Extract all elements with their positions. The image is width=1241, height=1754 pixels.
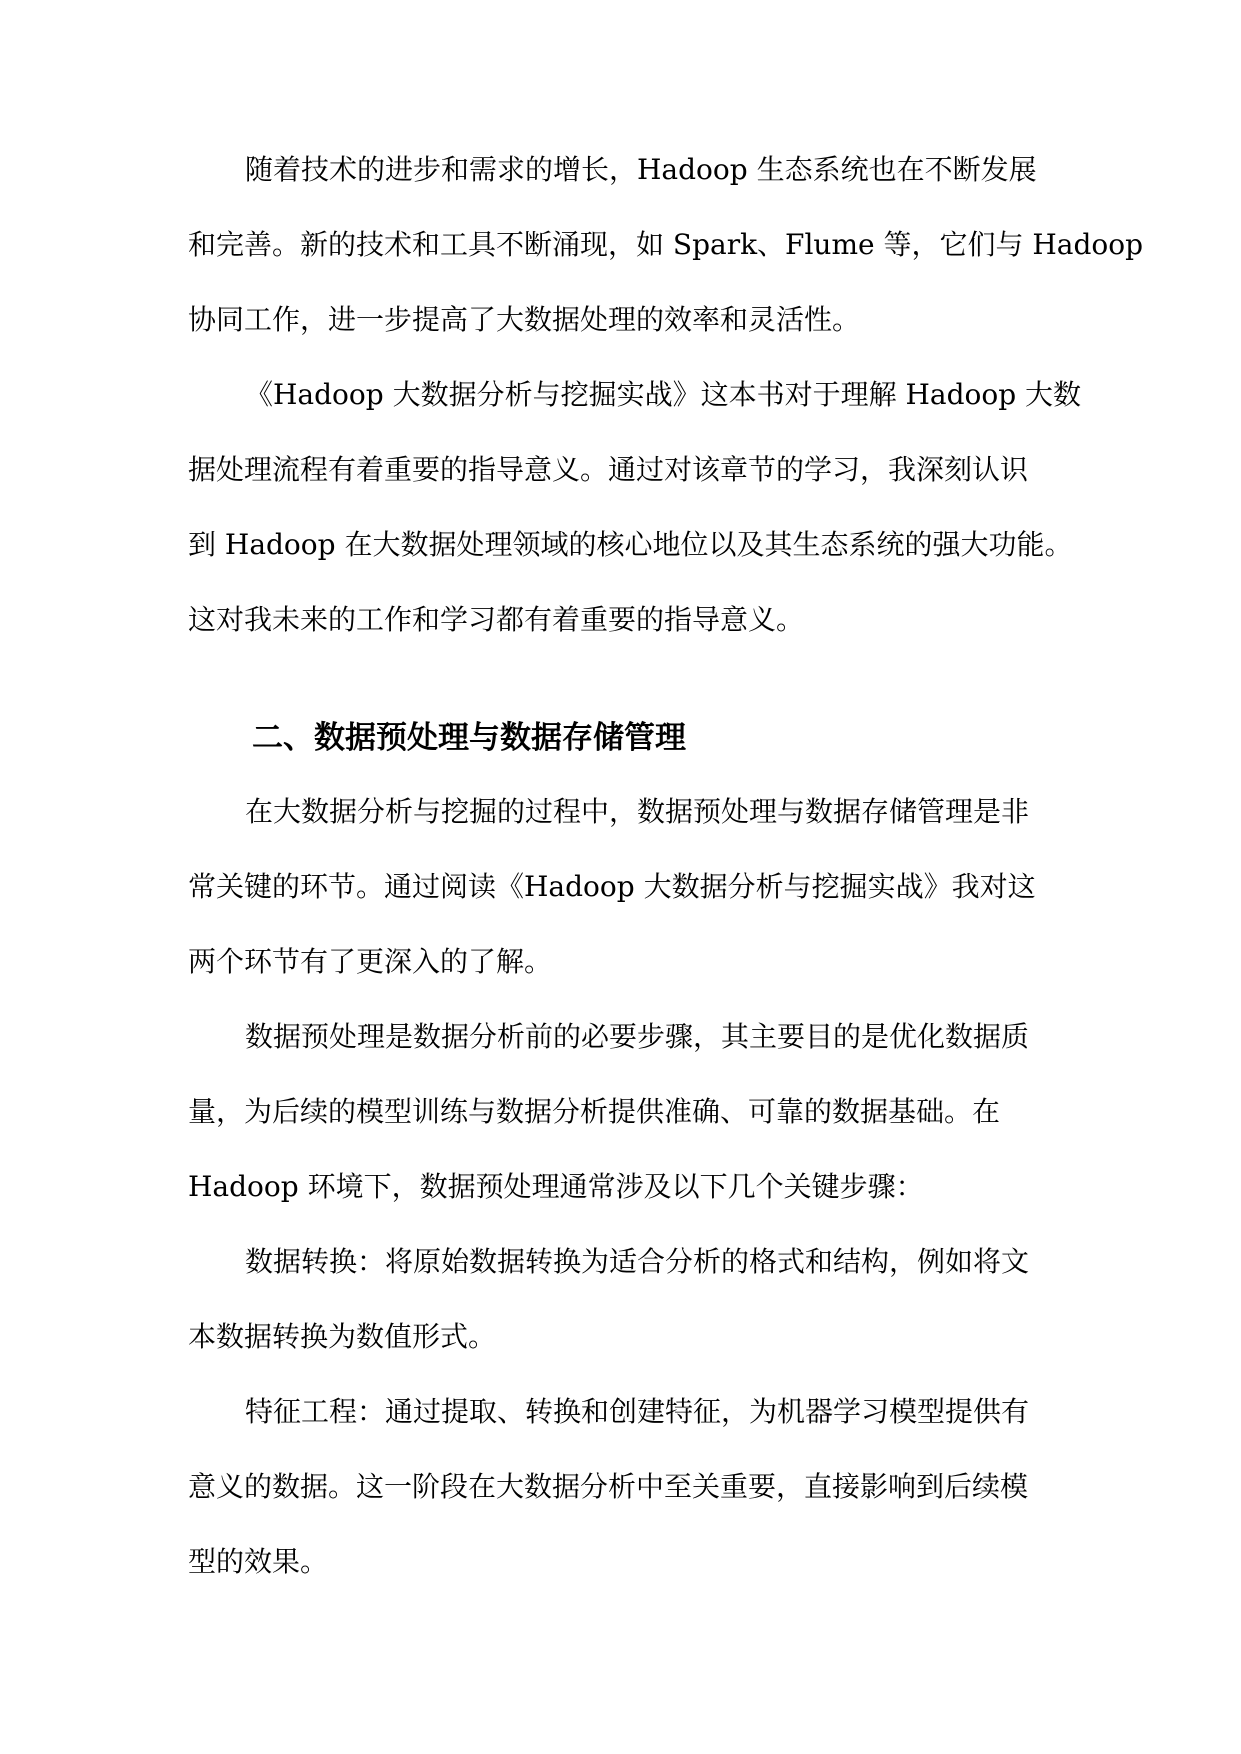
- paragraph-line: 数据转换：将原始数据转换为适合分析的格式和结构，例如将文: [245, 1245, 1030, 1278]
- paragraph-line: 本数据转换为数值形式。: [188, 1320, 497, 1353]
- paragraph-line: 两个环节有了更深入的了解。: [188, 945, 553, 978]
- paragraph-line: 在大数据分析与挖掘的过程中，数据预处理与数据存储管理是非: [245, 795, 1030, 828]
- paragraph-line: 常关键的环节。通过阅读《Hadoop 大数据分析与挖掘实战》我对这: [188, 870, 1036, 903]
- paragraph-line: Hadoop 环境下，数据预处理通常涉及以下几个关键步骤：: [188, 1170, 924, 1203]
- section-heading: 二、数据预处理与数据存储管理: [252, 720, 686, 756]
- paragraph-line: 特征工程：通过提取、转换和创建特征，为机器学习模型提供有: [245, 1395, 1030, 1428]
- paragraph-line: 数据预处理是数据分析前的必要步骤，其主要目的是优化数据质: [245, 1020, 1030, 1053]
- paragraph-line: 《Hadoop 大数据分析与挖掘实战》这本书对于理解 Hadoop 大数: [245, 378, 1082, 411]
- paragraph-line: 意义的数据。这一阶段在大数据分析中至关重要，直接影响到后续模: [188, 1470, 1029, 1503]
- paragraph-line: 协同工作，进一步提高了大数据处理的效率和灵活性。: [188, 303, 861, 336]
- paragraph-line: 型的效果。: [188, 1545, 329, 1578]
- paragraph-line: 和完善。新的技术和工具不断涌现，如 Spark、Flume 等，它们与 Hadoop: [188, 228, 1144, 261]
- paragraph-line: 这对我未来的工作和学习都有着重要的指导意义。: [188, 603, 805, 636]
- paragraph-line: 到 Hadoop 在大数据处理领域的核心地位以及其生态系统的强大功能。: [188, 528, 1073, 561]
- paragraph-line: 据处理流程有着重要的指导意义。通过对该章节的学习，我深刻认识: [188, 453, 1029, 486]
- paragraph-line: 量，为后续的模型训练与数据分析提供准确、可靠的数据基础。在: [188, 1095, 1001, 1128]
- paragraph-line: 随着技术的进步和需求的增长，Hadoop 生态系统也在不断发展: [245, 153, 1037, 186]
